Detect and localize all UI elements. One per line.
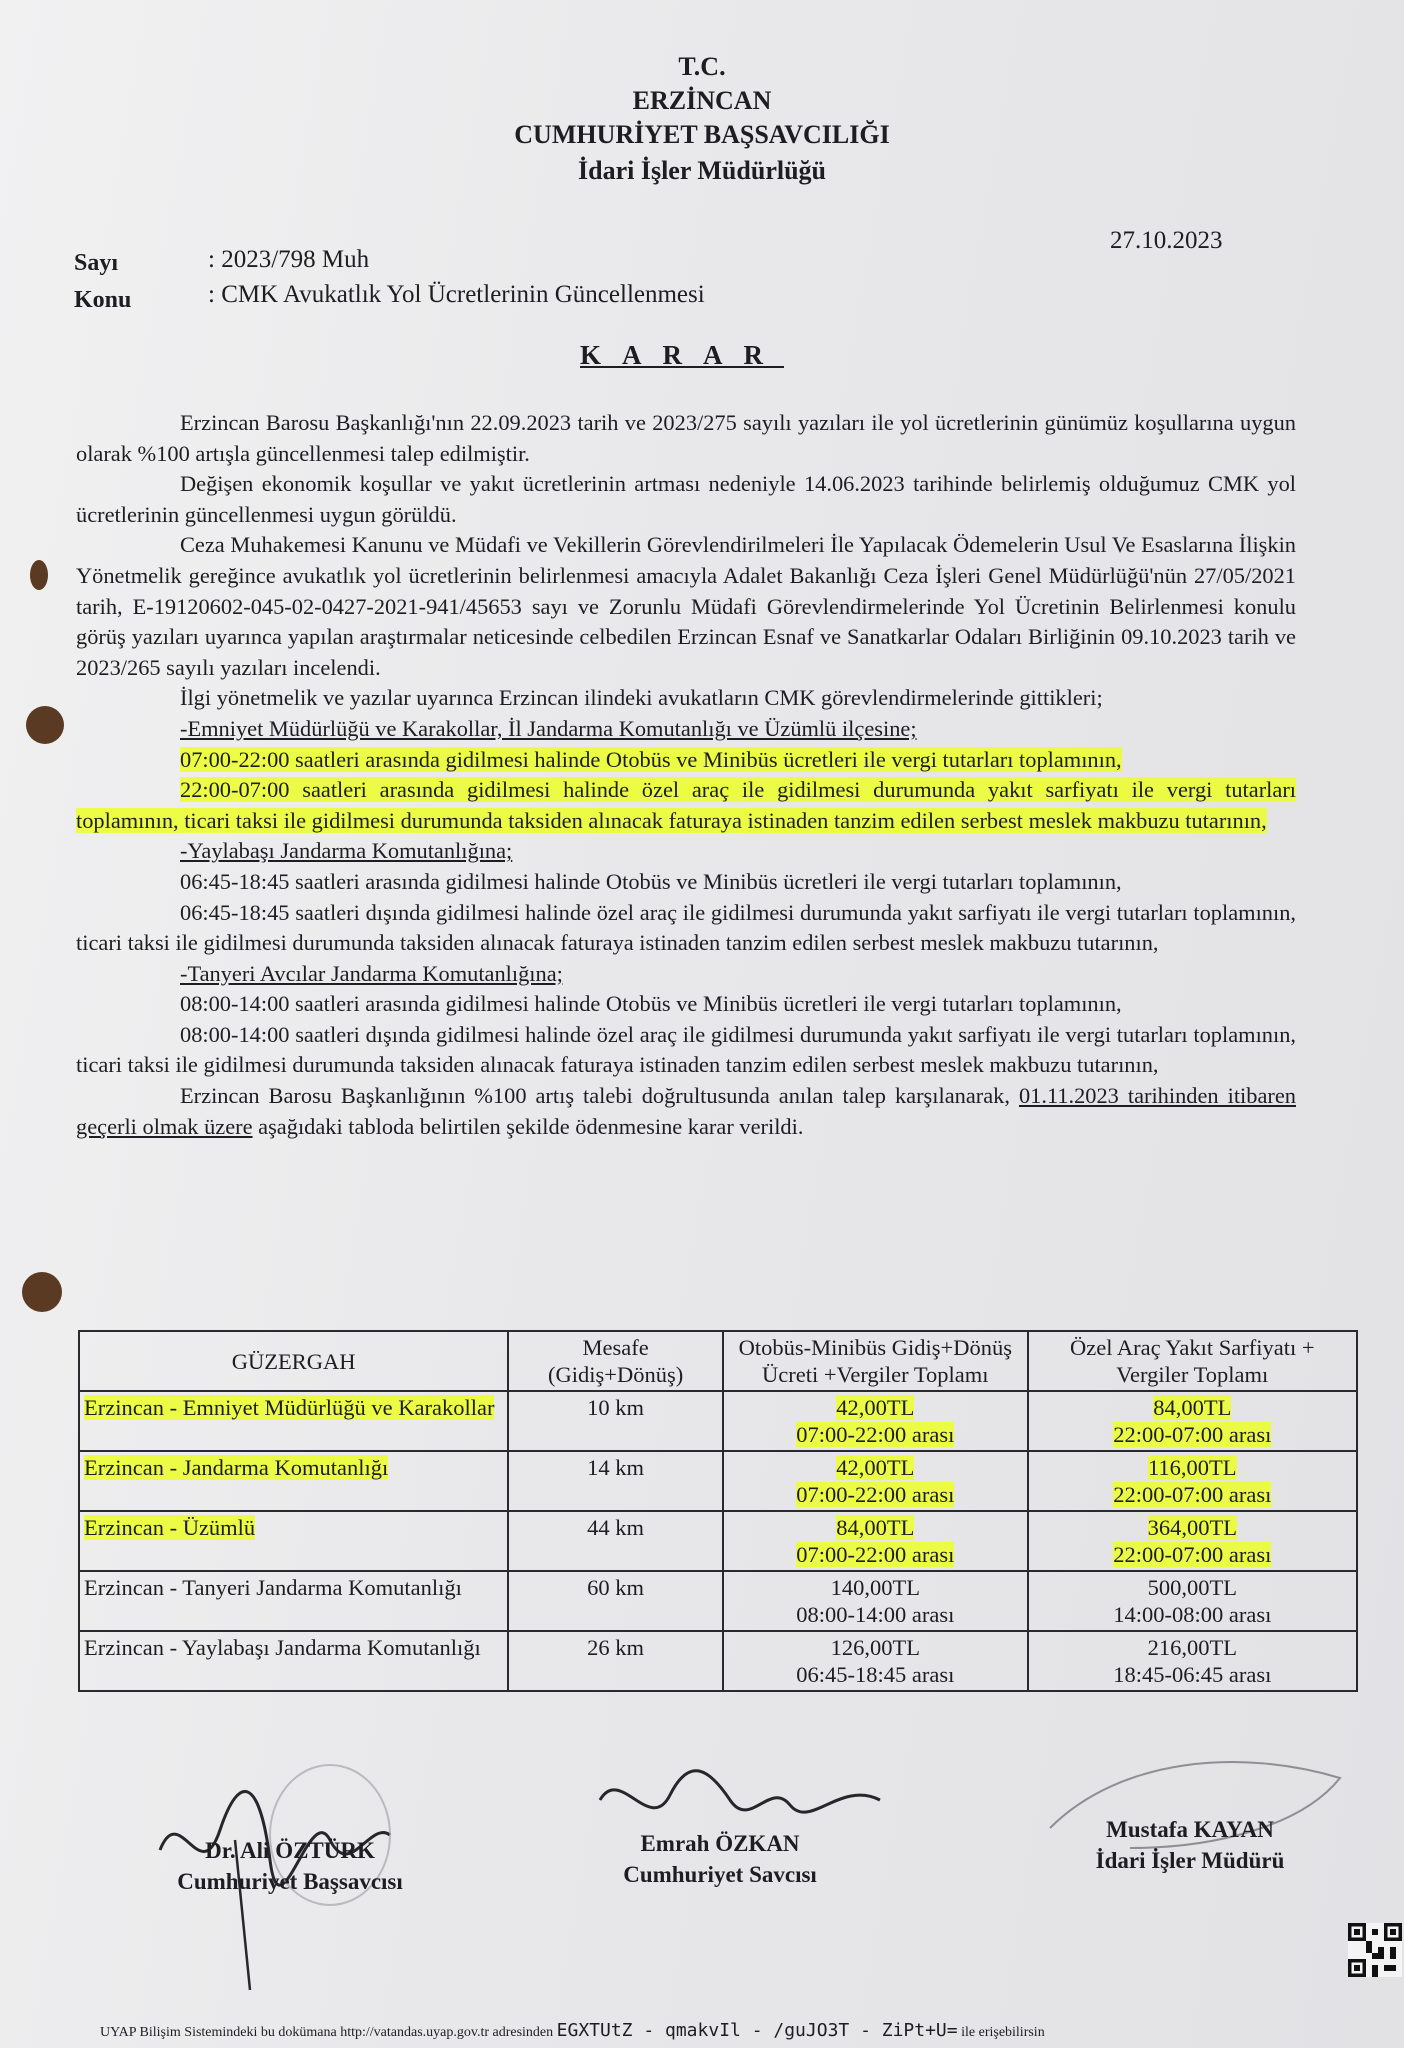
bus-hours-cell: 07:00-22:00 arası	[796, 1542, 955, 1567]
paragraph-reason: Değişen ekonomik koşullar ve yakıt ücretlerinin artması nedeniyle 14.06.2023 tarihinde belirlemiş olduğumuz CMK yol ücretlerinin güncellenmesi uygun görüldü.	[76, 471, 1296, 527]
route-cell: Erzincan - Tanyeri Jandarma Komutanlığı	[79, 1571, 508, 1631]
car-hours-cell: 14:00-08:00 arası	[1113, 1602, 1272, 1627]
table-row	[79, 1511, 1357, 1571]
signer-name: Emrah ÖZKAN	[640, 1831, 800, 1856]
section-yaylabasi-night: 06:45-18:45 saatleri dışında gidilmesi halinde özel araç ile gidilmesi durumunda yakıt sarfiyatı ile vergi tutarları toplamının, ticari taksi ile gidilmesi durumunda taksiden alınacak faturaya istinaden tanzim edilen serbest meslek makbuzu tutarının,	[76, 899, 1296, 956]
col-header-route: GÜZERGAH	[79, 1331, 508, 1391]
footer-verification-code: EGXTUtZ - qmakvIl - /guJO3T - ZiPt+U=	[556, 2020, 958, 2041]
col-header-car-fee: Özel Araç Yakıt Sarfiyatı + Vergiler Toplamı	[1028, 1331, 1357, 1391]
decision-effective-date: 01.11.2023 tarihinden itibaren geçerli olmak üzere	[76, 1083, 1296, 1139]
header-tc: T.C.	[678, 52, 726, 81]
footer-prefix: UYAP Bilişim Sistemindeki bu dokümana http://vatandas.uyap.gov.tr adresinden	[100, 2025, 554, 2040]
bus-hours-cell: 07:00-22:00 arası	[796, 1482, 955, 1507]
header-institution: CUMHURİYET BAŞSAVCILIĞI	[514, 120, 890, 149]
qr-code-icon	[1348, 1922, 1402, 1978]
signer-title: Cumhuriyet Savcısı	[623, 1862, 817, 1887]
section-tanyeri-day: 08:00-14:00 saatleri arasında gidilmesi halinde Otobüs ve Minibüs ücretleri ile vergi tutarları toplamının,	[180, 991, 1122, 1017]
table-row	[79, 1631, 1357, 1691]
car-hours-cell: 22:00-07:00 arası	[1113, 1422, 1272, 1447]
punch-hole-mark	[26, 706, 64, 744]
bus-price-cell: 126,00TL	[830, 1635, 920, 1660]
konu-label: Konu	[74, 287, 132, 313]
sayi-label: Sayı	[74, 250, 119, 276]
section-emniyet-day: 07:00-22:00 saatleri arasında gidilmesi halinde Otobüs ve Minibüs ücretleri ile vergi tutarları toplamının,	[180, 746, 1122, 772]
signer-title: Cumhuriyet Başsavcısı	[177, 1869, 403, 1894]
header-department: İdari İşler Müdürlüğü	[577, 156, 826, 185]
document-title: KARAR	[580, 340, 784, 370]
car-hours-cell: 22:00-07:00 arası	[1113, 1482, 1272, 1507]
paragraph-legal-basis: Ceza Muhakemesi Kanunu ve Müdafi ve Vekillerin Görevlendirilmeleri İle Yapılacak Ödemelerin Usul Ve Esaslarına İlişkin Yönetmelik gereğince avukatlık yol ücretlerinin belirlenmesi amacıyla Adalet Bakanlığı Ceza İşleri Genel Müdürlüğü'nün 27/05/2021 tarih, E-19120602-045-02-0427-2021-941/45653 sayı ve Zorunlu Müdafi Görevlendirmelerinde Yol Ücretinin Belirlenmesi konulu görüş yazıları uyarınca yapılan araştırmalar neticesinde celbedilen Erzincan Esnaf ve Sanatkarlar Odaları Birliğinin 09.10.2023 tarih ve 2023/265 sayılı yazıları incelendi.	[76, 532, 1296, 680]
section-emniyet-heading: -Emniyet Müdürlüğü ve Karakollar, İl Jandarma Komutanlığı ve Üzümlü ilçesine;	[180, 715, 917, 741]
bus-hours-cell: 08:00-14:00 arası	[796, 1602, 955, 1627]
route-cell: Erzincan - Emniyet Müdürlüğü ve Karakollar	[84, 1395, 495, 1420]
uyap-footer	[100, 2020, 1045, 2041]
car-price-cell: 216,00TL	[1147, 1635, 1237, 1660]
konu-value: : CMK Avukatlık Yol Ücretlerinin Güncellenmesi	[208, 281, 705, 308]
col-header-bus-fee: Otobüs-Minibüs Gidiş+Dönüş Ücreti +Vergiler Toplamı	[723, 1331, 1028, 1391]
car-price-cell: 84,00TL	[1153, 1395, 1232, 1420]
route-cell: Erzincan - Yaylabaşı Jandarma Komutanlığı	[79, 1631, 508, 1691]
car-hours-cell: 22:00-07:00 arası	[1113, 1542, 1272, 1567]
paragraph-request: Erzincan Barosu Başkanlığı'nın 22.09.2023 tarih ve 2023/275 sayılı yazıları ile yol ücretlerinin günümüz koşullarına uygun olarak %100 artışla güncellenmesi talep edilmiştir.	[76, 410, 1296, 466]
car-price-cell: 364,00TL	[1147, 1515, 1237, 1540]
document-date: 27.10.2023	[1110, 227, 1223, 254]
decision-text-start: Erzincan Barosu Başkanlığının %100 artış talebi doğrultusunda anılan talep karşılanarak,	[180, 1083, 1010, 1109]
section-yaylabasi-heading: -Yaylabaşı Jandarma Komutanlığına;	[180, 838, 513, 864]
distance-cell: 44 km	[508, 1511, 723, 1571]
fee-table	[78, 1330, 1358, 1692]
table-row	[79, 1451, 1357, 1511]
car-hours-cell: 18:45-06:45 arası	[1113, 1662, 1272, 1687]
bus-hours-cell: 07:00-22:00 arası	[796, 1422, 955, 1447]
signature-block-director	[1040, 1814, 1340, 1876]
signer-name: Dr. Ali ÖZTÜRK	[205, 1838, 375, 1863]
bus-price-cell: 42,00TL	[836, 1455, 915, 1480]
paragraph-intro: İlgi yönetmelik ve yazılar uyarınca Erzincan ilindeki avukatların CMK görevlendirmelerinde gittikleri;	[180, 685, 1103, 711]
section-emniyet-night: 22:00-07:00 saatleri arasında gidilmesi halinde özel araç ile gidilmesi durumunda yakıt sarfiyatı ile vergi tutarları toplamının, ticari taksi ile gidilmesi durumunda taksiden alınacak faturaya istinaden tanzim edilen serbest meslek makbuzu tutarının,	[76, 777, 1296, 833]
section-yaylabasi-day: 06:45-18:45 saatleri arasında gidilmesi halinde Otobüs ve Minibüs ücretleri ile vergi tutarları toplamının,	[180, 868, 1122, 894]
col-header-distance: Mesafe (Gidiş+Dönüş)	[508, 1331, 723, 1391]
footer-suffix: ile erişebilirsin	[961, 2025, 1045, 2040]
table-row	[79, 1391, 1357, 1451]
signature-block-chief	[130, 1835, 450, 1897]
bus-price-cell: 42,00TL	[836, 1395, 915, 1420]
bus-price-cell: 84,00TL	[836, 1515, 915, 1540]
section-tanyeri-night: 08:00-14:00 saatleri dışında gidilmesi halinde özel araç ile gidilmesi durumunda yakıt sarfiyatı ile vergi tutarları toplamının, ticari taksi ile gidilmesi durumunda taksiden alınacak faturaya istinaden tanzim edilen serbest meslek makbuzu tutarının,	[76, 1021, 1296, 1078]
bus-hours-cell: 06:45-18:45 arası	[796, 1662, 955, 1687]
distance-cell: 26 km	[508, 1631, 723, 1691]
distance-cell: 60 km	[508, 1571, 723, 1631]
punch-hole-mark	[30, 560, 48, 590]
car-price-cell: 116,00TL	[1148, 1455, 1237, 1480]
route-cell: Erzincan - Üzümlü	[84, 1515, 256, 1540]
signature-block-prosecutor	[560, 1828, 880, 1890]
signer-title: İdari İşler Müdürü	[1095, 1848, 1285, 1873]
section-tanyeri-heading: -Tanyeri Avcılar Jandarma Komutanlığına;	[180, 960, 563, 986]
distance-cell: 10 km	[508, 1391, 723, 1451]
signer-name: Mustafa KAYAN	[1106, 1817, 1274, 1842]
header-city: ERZİNCAN	[632, 86, 772, 115]
punch-hole-mark	[22, 1272, 62, 1312]
distance-cell: 14 km	[508, 1451, 723, 1511]
route-cell: Erzincan - Jandarma Komutanlığı	[84, 1455, 389, 1480]
decision-text-end: aşağıdaki tabloda belirtilen şekilde ödenmesine karar verildi.	[258, 1113, 804, 1139]
car-price-cell: 500,00TL	[1147, 1575, 1237, 1600]
table-header-row	[79, 1331, 1357, 1391]
sayi-value: : 2023/798 Muh	[208, 246, 370, 273]
document-body	[76, 408, 1296, 1142]
bus-price-cell: 140,00TL	[830, 1575, 920, 1600]
table-row	[79, 1571, 1357, 1631]
